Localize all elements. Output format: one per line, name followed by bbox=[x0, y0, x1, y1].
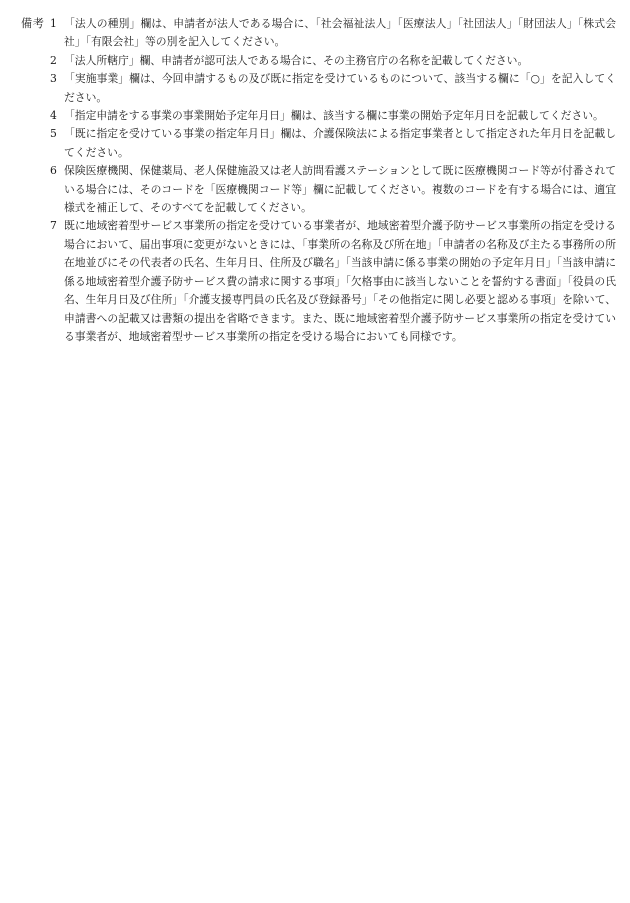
notes-list bbox=[50, 15, 616, 346]
note-item-3 bbox=[50, 70, 616, 107]
note-text: 「既に指定を受けている事業の指定年月日」欄は、介護保険法による指定事業者として指定された年月日を記載してください。 bbox=[64, 127, 616, 159]
note-number: 6 bbox=[50, 164, 57, 178]
note-text: 既に地域密着型サービス事業所の指定を受けている事業者が、地域密着型介護予防サービス事業所の指定を受ける場合において、届出事項に変更がないときには、「事業所の名称及び所在地」「申請者の名称及び主たる事務所の所在地並びにその代表者の氏名、生年月日、住所及び職名」「当該申請に係る事業の開始の予定年月日」「当該申請に係る地域密着型介護予防サービス費の請求に関する事項」「欠格事由に該当しないことを誓約する書面」「役員の氏名、生年月日及び住所」「介護支援専門員の氏名及び登録番号」「その他指定に関し必要と認める事項」を除いて、申請書への記載又は書類の提出を省略できます。また、既に地域密着型介護予防サービス事業所の指定を受けている事業者が、地域密着型サービス事業所の指定を受ける場合においても同様です。 bbox=[64, 219, 616, 343]
note-text: 「指定申請をする事業の事業開始予定年月日」欄は、該当する欄に事業の開始予定年月日を記載してください。 bbox=[64, 109, 604, 123]
note-item-7 bbox=[50, 217, 616, 346]
note-text: 「実施事業」欄は、今回申請するもの及び既に指定を受けているものについて、該当する欄に「○」を記入してください。 bbox=[64, 72, 616, 104]
note-item-5 bbox=[50, 125, 616, 162]
note-number: 7 bbox=[50, 219, 57, 233]
note-text: 保険医療機関、保健薬局、老人保健施設又は老人訪問看護ステーションとして既に医療機関コード等が付番されている場合には、そのコードを「医療機関コード等」欄に記載してください。複数のコードを有する場合には、適宜様式を補正して、そのすべてを記載してください。 bbox=[64, 164, 616, 215]
note-number: 1 bbox=[50, 17, 57, 30]
note-text: 「法人所轄庁」欄、申請者が認可法人である場合に、その主務官庁の名称を記載してください。 bbox=[64, 53, 529, 67]
note-item-6 bbox=[50, 162, 616, 217]
notes-heading: 備考 bbox=[21, 17, 45, 30]
note-text: 「法人の種別」欄は、申請者が法人である場合に、「社会福祉法人」「医療法人」「社団法人」「財団法人」「株式会社」「有限会社」等の別を記入してください。 bbox=[64, 17, 616, 49]
note-number: 4 bbox=[50, 109, 57, 123]
note-item-1 bbox=[50, 15, 616, 52]
note-item-2 bbox=[50, 52, 616, 70]
note-number: 2 bbox=[50, 53, 57, 67]
note-number: 5 bbox=[50, 127, 57, 141]
note-number: 3 bbox=[50, 72, 57, 86]
note-item-4 bbox=[50, 107, 616, 125]
